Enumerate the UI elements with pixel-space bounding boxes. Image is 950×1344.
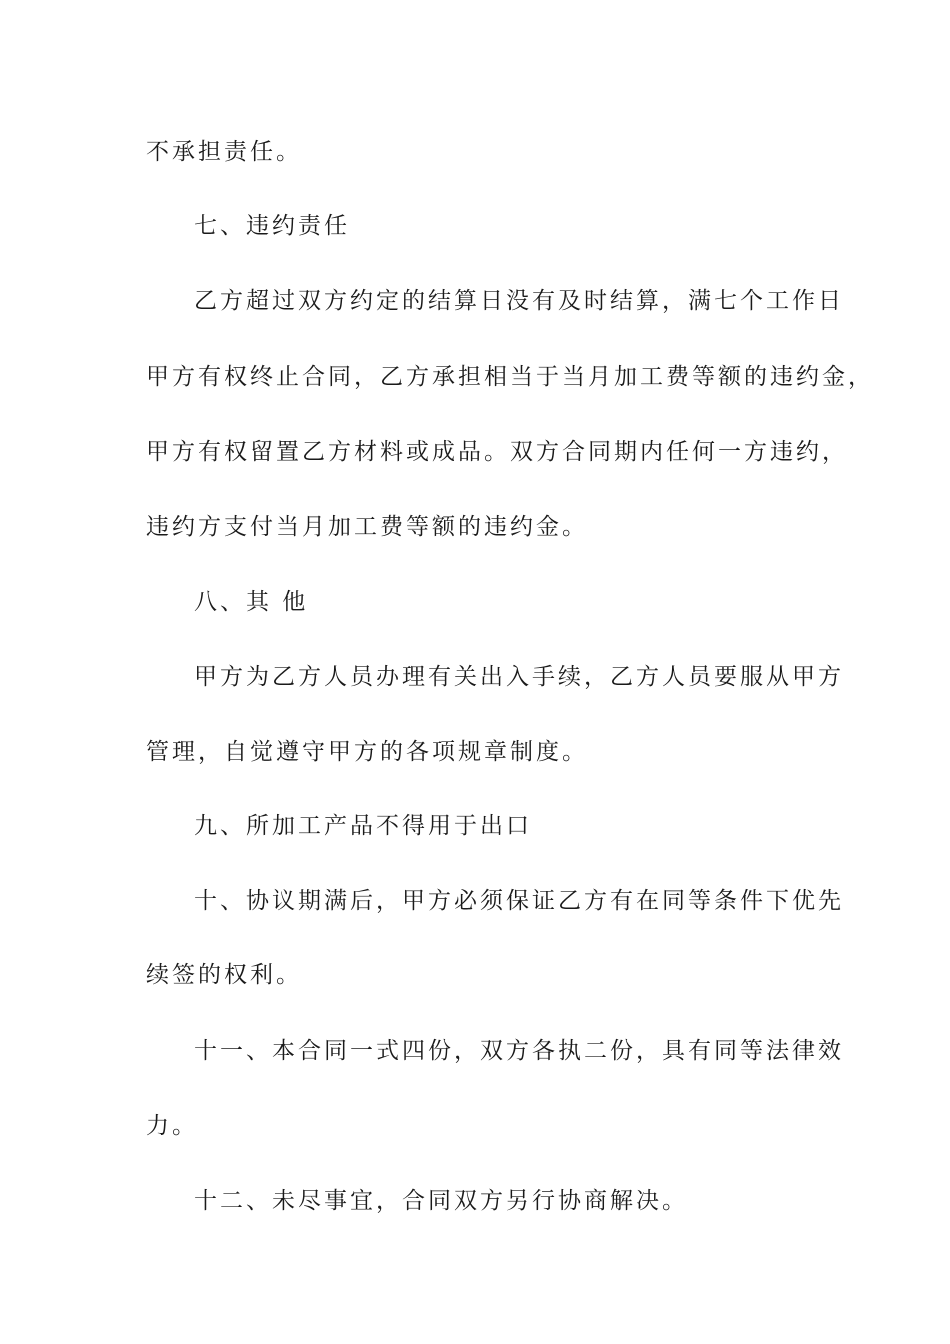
paragraph-line: 管理，自觉遵守甲方的各项规章制度。 — [146, 739, 588, 765]
paragraph-line: 甲方为乙方人员办理有关出入手续，乙方人员要服从甲方 — [194, 664, 844, 690]
section-heading-breach: 七、违约责任 — [194, 213, 350, 239]
clause-twelve: 十二、未尽事宜，合同双方另行协商解决。 — [194, 1188, 688, 1214]
clause-ten: 十、协议期满后，甲方必须保证乙方有在同等条件下优先 — [194, 888, 844, 914]
clause-eleven: 十一、本合同一式四份，双方各执二份，具有同等法律效 — [194, 1038, 844, 1064]
paragraph-line: 甲方有权终止合同，乙方承担相当于当月加工费等额的违约金， — [146, 364, 874, 390]
paragraph-line: 甲方有权留置乙方材料或成品。双方合同期内任何一方违约， — [146, 439, 848, 465]
paragraph-line: 续签的权利。 — [146, 962, 302, 988]
paragraph-line: 违约方支付当月加工费等额的违约金。 — [146, 514, 588, 540]
text-line-liability-end: 不承担责任。 — [146, 139, 302, 165]
clause-nine: 九、所加工产品不得用于出口 — [194, 813, 532, 839]
section-heading-other: 八、其 他 — [194, 589, 309, 615]
paragraph-line: 乙方超过双方约定的结算日没有及时结算，满七个工作日 — [194, 288, 844, 314]
paragraph-line: 力。 — [146, 1113, 198, 1139]
